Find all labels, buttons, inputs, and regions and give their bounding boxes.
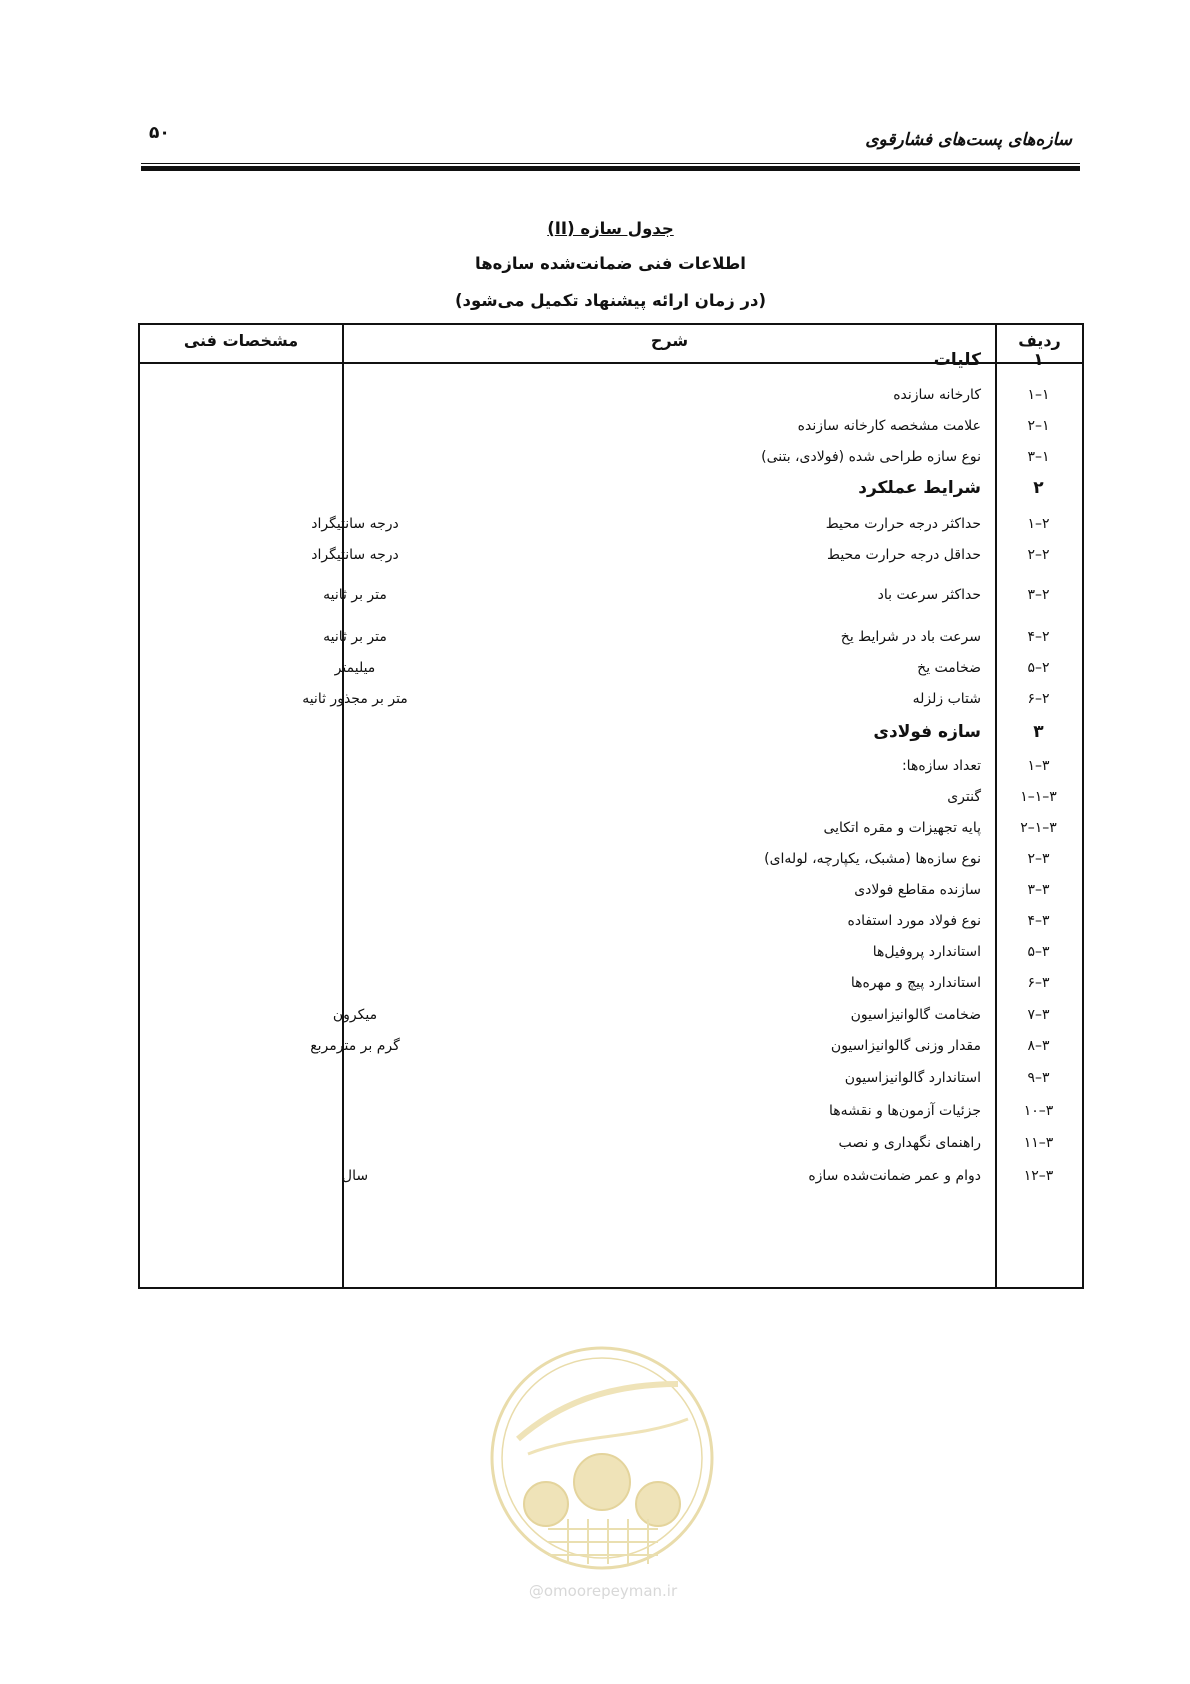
row-number: ۳–۱۱	[1023, 1135, 1054, 1151]
table-section-row	[140, 345, 1082, 375]
row-number: ۳	[1033, 722, 1044, 742]
row-description: جزئیات آزمون‌ها و نقشه‌ها	[829, 1103, 981, 1119]
row-number: ۲–۱	[1027, 516, 1050, 532]
table-section-row	[140, 473, 1082, 503]
table-row	[140, 1031, 1082, 1061]
row-unit: متر بر مجذور ثانیه	[302, 691, 408, 707]
row-number: ۱–۲	[1027, 418, 1050, 434]
table-caption-subtitle: اطلاعات فنی ضمانت‌شده سازه‌ها	[475, 254, 746, 273]
header-rule-thin	[141, 163, 1080, 164]
table-row	[140, 782, 1082, 812]
row-unit: درجه سانتیگراد	[311, 516, 399, 532]
row-description: حداقل درجه حرارت محیط	[827, 547, 981, 563]
row-description: استاندارد پروفیل‌ها	[872, 944, 981, 960]
row-description: سازه فولادی	[873, 722, 981, 742]
row-number: ۳–۷	[1027, 1007, 1050, 1023]
row-unit: گرم بر مترمربع	[310, 1038, 400, 1054]
row-unit: درجه سانتیگراد	[311, 547, 399, 563]
row-number: ۲–۴	[1027, 629, 1050, 645]
table-row	[140, 875, 1082, 905]
column-header-sharh: شرح	[650, 331, 689, 350]
specs-table	[138, 323, 1084, 1289]
column-header-specs: مشخصات فنی	[183, 331, 299, 350]
row-description: شتاب زلزله	[912, 691, 981, 707]
row-description: کارخانه سازنده	[893, 387, 981, 403]
row-number: ۳–۵	[1027, 944, 1050, 960]
table-row	[140, 906, 1082, 936]
row-number: ۳–۲	[1027, 851, 1050, 867]
watermark-logo	[488, 1344, 716, 1572]
row-unit: میلیمتر	[334, 660, 376, 676]
row-description: سازنده مقاطع فولادی	[854, 882, 981, 898]
row-description: دوام و عمر ضمانت‌شده سازه	[808, 1168, 981, 1184]
row-unit: متر بر ثانیه	[323, 629, 387, 645]
row-description: علامت مشخصه کارخانه سازنده	[797, 418, 981, 434]
row-number: ۲–۵	[1027, 660, 1050, 676]
row-description: مقدار وزنی گالوانیزاسیون	[830, 1038, 981, 1054]
row-description: استاندارد پیچ و مهره‌ها	[850, 975, 981, 991]
page-number: ۵۰	[149, 123, 170, 143]
row-description: نوع فولاد مورد استفاده	[847, 913, 981, 929]
table-caption-title	[141, 219, 1080, 238]
row-number: ۲–۲	[1027, 547, 1050, 563]
table-row	[140, 684, 1082, 714]
row-description: نوع سازه طراحی شده (فولادی، بتنی)	[761, 449, 981, 465]
table-row	[140, 1161, 1082, 1191]
row-number: ۳–۳	[1027, 882, 1050, 898]
table-row	[140, 844, 1082, 874]
row-description: ضخامت یخ	[917, 660, 981, 676]
table-row	[140, 751, 1082, 781]
row-unit: متر بر ثانیه	[323, 587, 387, 603]
row-unit: میکرون	[332, 1007, 378, 1023]
row-description: پایه تجهیزات و مقره اتکایی	[823, 820, 981, 836]
table-row	[140, 580, 1082, 610]
table-row	[140, 813, 1082, 843]
header-rule-thick	[141, 166, 1080, 171]
table-row	[140, 1000, 1082, 1030]
table-caption-note: (در زمان ارائه پیشنهاد تکمیل می‌شود)	[454, 291, 767, 310]
table-row	[140, 380, 1082, 410]
table-row	[140, 509, 1082, 539]
row-number: ۲	[1033, 478, 1044, 498]
row-description: ضخامت گالوانیزاسیون	[850, 1007, 981, 1023]
row-number: ۳–۱–۲	[1020, 820, 1057, 836]
row-description: کلیات	[933, 350, 981, 370]
table-row	[140, 1096, 1082, 1126]
row-description: استاندارد گالوانیزاسیون	[844, 1070, 981, 1086]
row-description: راهنمای نگهداری و نصب	[838, 1135, 981, 1151]
table-row	[140, 653, 1082, 683]
table-row	[140, 442, 1082, 472]
table-section-row	[140, 717, 1082, 747]
row-description: حداکثر درجه حرارت محیط	[825, 516, 981, 532]
row-number: ۳–۶	[1027, 975, 1050, 991]
row-unit: سال	[341, 1168, 369, 1184]
row-description: حداکثر سرعت باد	[877, 587, 981, 603]
row-description: گنتری	[947, 789, 981, 805]
table-row	[140, 1128, 1082, 1158]
table-row	[140, 540, 1082, 570]
table-row	[140, 937, 1082, 967]
row-number: ۳–۸	[1027, 1038, 1050, 1054]
row-number: ۱	[1033, 350, 1044, 370]
table-row	[140, 1063, 1082, 1093]
row-description: شرایط عملکرد	[858, 478, 981, 498]
running-title: سازه‌های پست‌های فشارقوی	[865, 130, 1072, 150]
row-number: ۳–۱۲	[1023, 1168, 1054, 1184]
row-number: ۲–۳	[1027, 587, 1050, 603]
row-number: ۱–۳	[1027, 449, 1050, 465]
table-row	[140, 968, 1082, 998]
row-number: ۳–۱۰	[1023, 1103, 1054, 1119]
row-number: ۳–۱	[1027, 758, 1050, 774]
table-row	[140, 622, 1082, 652]
row-number: ۳–۹	[1027, 1070, 1050, 1086]
row-number: ۱–۱	[1027, 387, 1050, 403]
row-description: تعداد سازه‌ها:	[901, 758, 981, 774]
column-header-radif: ردیف	[1018, 331, 1061, 350]
page-header	[141, 123, 1080, 163]
table-row	[140, 411, 1082, 441]
watermark-url: @omoorepeyman.ir	[528, 1582, 678, 1600]
row-number: ۳–۴	[1027, 913, 1050, 929]
row-number: ۳–۱–۱	[1020, 789, 1057, 805]
table-caption-title-text: جدول سازه (II)	[547, 219, 674, 238]
row-number: ۲–۶	[1027, 691, 1050, 707]
row-description: نوع سازه‌ها (مشبک، یکپارچه، لوله‌ای)	[764, 851, 981, 867]
row-description: سرعت باد در شرایط یخ	[840, 629, 981, 645]
